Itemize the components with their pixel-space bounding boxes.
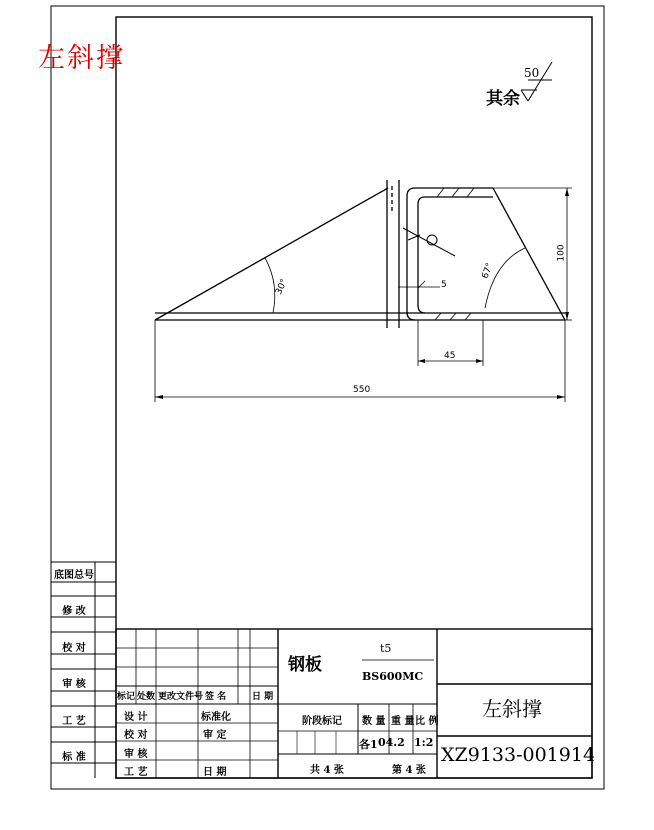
dimension-lines — [155, 188, 572, 402]
signoff-check: 校 对 — [124, 730, 148, 741]
part-name: 左斜撑 — [482, 697, 542, 721]
side-label-drawing-no: 底图总号 — [54, 570, 94, 581]
weight-label: 重 量 — [391, 716, 415, 727]
outer-frame — [51, 6, 604, 789]
dim-angle-right: 67° — [480, 261, 496, 281]
weld-hatch — [418, 188, 474, 320]
signoff-process: 工 艺 — [124, 767, 148, 778]
material-name: 钢板 — [288, 655, 322, 675]
sheet-number: 第 4 张 — [392, 765, 426, 776]
part-title-red: 左斜撑 — [38, 43, 125, 74]
drawing-number: XZ9133-001914 — [441, 744, 596, 766]
rev-header-doc: 更改文件号 — [158, 692, 204, 702]
signoff-review: 审 核 — [124, 749, 148, 760]
roughness-value: 50 — [524, 66, 540, 80]
dim-height: 100 — [556, 244, 567, 262]
signoff-approve: 审 定 — [203, 730, 227, 741]
total-sheets: 共 4 张 — [310, 765, 344, 776]
material-thickness: t5 — [380, 642, 392, 655]
signoff-standardize: 标准化 — [201, 712, 231, 723]
dim-angle-left: 30° — [274, 277, 290, 297]
qty-value: 各1 — [359, 738, 378, 751]
side-label-standard: 标 准 — [62, 752, 86, 763]
rev-header-sign: 签 名 — [205, 692, 227, 702]
rev-header-mark: 标记 — [117, 692, 136, 702]
side-column-grid — [51, 562, 116, 778]
inner-frame — [116, 17, 592, 778]
rev-header-count: 处数 — [137, 692, 156, 702]
scale-value: 1:2 — [414, 736, 434, 749]
rev-header-date: 日 期 — [252, 692, 274, 702]
material-grade: BS600MC — [362, 670, 424, 683]
part-outline — [155, 180, 565, 328]
dim-length: 550 — [353, 385, 371, 395]
dim-gap: 5 — [441, 280, 447, 290]
weight-value: 04.2 — [378, 736, 405, 749]
scale-label: 比 例 — [415, 716, 439, 727]
dimension-arrows — [155, 188, 569, 399]
bend-symbol — [403, 228, 455, 256]
side-label-modify: 修 改 — [62, 606, 86, 617]
signoff-date: 日 期 — [203, 767, 227, 778]
roughness-label: 其余 — [486, 89, 520, 109]
side-label-review: 审 核 — [62, 679, 86, 690]
side-label-check: 校 对 — [62, 643, 86, 654]
signoff-design: 设 计 — [124, 712, 148, 723]
qty-label: 数 量 — [362, 716, 386, 727]
dim-offset: 45 — [444, 351, 456, 361]
side-label-process: 工 艺 — [62, 716, 86, 727]
stage-mark-label: 阶段标记 — [302, 716, 342, 727]
